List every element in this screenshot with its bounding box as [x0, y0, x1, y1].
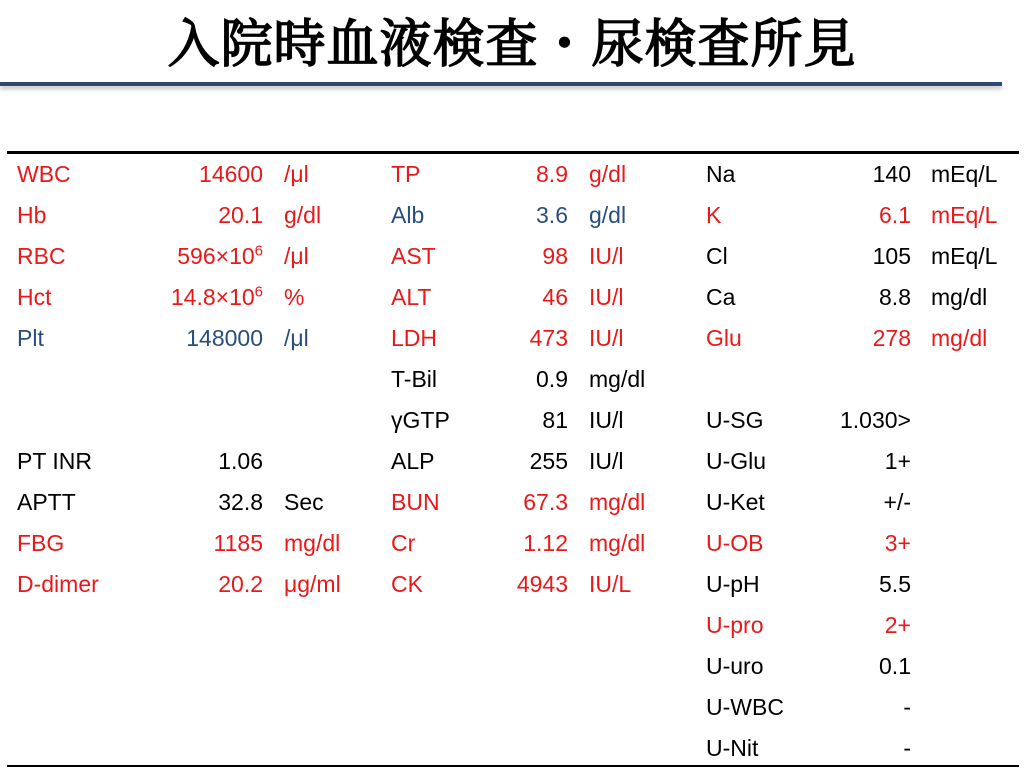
lab-test-value — [480, 277, 568, 318]
lab-value-text: 20.1 — [218, 202, 263, 228]
lab-test-value — [800, 564, 911, 605]
lab-value-text: 1+ — [884, 448, 911, 474]
lab-test-value — [800, 646, 911, 687]
lab-test-unit: /μl — [284, 325, 309, 351]
lab-test-value — [480, 482, 568, 523]
lab-test-name: U-Ket — [706, 489, 765, 515]
lab-test-name: U-OB — [706, 530, 764, 556]
lab-value-text: 4943 — [516, 571, 568, 597]
lab-test-value — [480, 318, 568, 359]
lab-test-value — [480, 564, 568, 605]
lab-test-unit: mg/dl — [589, 366, 646, 392]
lab-value-text: 140 — [872, 161, 911, 187]
lab-value-text: 8.9 — [536, 161, 568, 187]
lab-test-value — [800, 154, 911, 195]
title-underline — [0, 82, 1002, 86]
lab-test-unit: IU/l — [589, 448, 624, 474]
table-row — [0, 605, 1024, 646]
lab-test-unit: Sec — [284, 489, 324, 515]
lab-test-unit: mg/dl — [589, 530, 646, 556]
lab-test-value — [130, 482, 263, 523]
lab-value-text: 278 — [872, 325, 911, 351]
lab-test-name: U-Glu — [706, 448, 767, 474]
table-row — [0, 687, 1024, 728]
lab-test-value — [800, 195, 911, 236]
lab-test-value — [480, 400, 568, 441]
lab-test-value — [480, 359, 568, 400]
lab-value-text: 5.5 — [879, 571, 911, 597]
lab-test-name: PT INR — [17, 448, 92, 474]
lab-test-value — [130, 236, 263, 277]
table-row — [0, 318, 1024, 359]
lab-test-name: APTT — [17, 489, 76, 515]
lab-test-value — [130, 318, 263, 359]
table-row — [0, 441, 1024, 482]
lab-test-name: U-Nit — [706, 735, 759, 761]
lab-test-value — [800, 318, 911, 359]
lab-test-name: U-uro — [706, 653, 764, 679]
table-row — [0, 646, 1024, 687]
lab-value-text: 148000 — [186, 325, 263, 351]
lab-test-value — [480, 523, 568, 564]
lab-test-value — [480, 441, 568, 482]
lab-test-unit: mEq/L — [931, 243, 998, 269]
lab-test-name: U-SG — [706, 407, 764, 433]
lab-test-value — [800, 523, 911, 564]
lab-test-name: T-Bil — [391, 366, 437, 392]
lab-test-name: U-pH — [706, 571, 760, 597]
lab-test-value — [800, 728, 911, 769]
lab-test-name: γGTP — [391, 407, 450, 433]
lab-test-unit: /μl — [284, 161, 309, 187]
lab-value-text: 255 — [529, 448, 568, 474]
table-row — [0, 564, 1024, 605]
lab-test-unit: mEq/L — [931, 161, 998, 187]
lab-test-unit: μg/ml — [284, 571, 341, 597]
lab-value-text: 1.030> — [840, 407, 911, 433]
page-title: 入院時血液検査・尿検査所見 — [167, 15, 857, 75]
lab-value-text: 1.06 — [218, 448, 263, 474]
table-row — [0, 236, 1024, 277]
lab-test-name: ALP — [391, 448, 435, 474]
table-row — [0, 523, 1024, 564]
lab-value-text: 6.1 — [879, 202, 911, 228]
lab-test-value — [800, 236, 911, 277]
lab-test-name: Cr — [391, 530, 416, 556]
lab-test-unit: mEq/L — [931, 202, 998, 228]
lab-test-unit: mg/dl — [931, 284, 988, 310]
lab-value-text: 0.9 — [536, 366, 568, 392]
table-row — [0, 482, 1024, 523]
lab-value-text: 20.2 — [218, 571, 263, 597]
lab-value-text: 1.12 — [523, 530, 568, 556]
lab-test-name: TP — [391, 161, 421, 187]
lab-value-text: 46 — [542, 284, 568, 310]
lab-test-unit: IU/l — [589, 243, 624, 269]
lab-test-unit: g/dl — [589, 202, 627, 228]
table-row — [0, 728, 1024, 769]
lab-test-unit: IU/l — [589, 284, 624, 310]
lab-value-text: - — [903, 735, 911, 761]
lab-value-text: - — [903, 694, 911, 720]
lab-test-name: D-dimer — [17, 571, 99, 597]
lab-value-text: 8.8 — [879, 284, 911, 310]
lab-test-value — [480, 195, 568, 236]
lab-test-value — [800, 605, 911, 646]
lab-test-unit: IU/L — [589, 571, 632, 597]
lab-test-value — [130, 564, 263, 605]
lab-value-text: 2+ — [884, 612, 911, 638]
lab-test-unit: IU/l — [589, 325, 624, 351]
lab-test-name: Glu — [706, 325, 742, 351]
lab-test-unit: mg/dl — [284, 530, 341, 556]
lab-value-exponent: 6 — [254, 283, 263, 301]
table-row — [0, 277, 1024, 318]
lab-test-value — [800, 482, 911, 523]
lab-test-name: Plt — [17, 325, 44, 351]
lab-test-name: Alb — [391, 202, 425, 228]
lab-value-text: 14.8×10 — [170, 284, 255, 310]
lab-test-name: Cl — [706, 243, 728, 269]
lab-test-value — [800, 441, 911, 482]
lab-test-value — [130, 154, 263, 195]
lab-value-text: 0.1 — [879, 653, 911, 679]
lab-test-unit: g/dl — [589, 161, 627, 187]
lab-test-name: FBG — [17, 530, 65, 556]
lab-value-exponent: 6 — [254, 242, 263, 260]
lab-test-name: U-pro — [706, 612, 764, 638]
lab-test-value — [130, 441, 263, 482]
table-row — [0, 154, 1024, 195]
lab-test-value — [130, 523, 263, 564]
lab-value-text: 473 — [529, 325, 568, 351]
table-bottom-border — [7, 765, 1019, 767]
lab-test-name: WBC — [17, 161, 71, 187]
lab-test-name: Ca — [706, 284, 736, 310]
lab-value-text: 67.3 — [523, 489, 568, 515]
lab-value-text: 105 — [872, 243, 911, 269]
lab-test-name: U-WBC — [706, 694, 784, 720]
lab-test-name: RBC — [17, 243, 66, 269]
lab-value-text: 32.8 — [218, 489, 263, 515]
lab-test-name: Na — [706, 161, 736, 187]
lab-test-value — [480, 154, 568, 195]
lab-value-text: 14600 — [199, 161, 263, 187]
lab-value-text: +/- — [883, 489, 911, 515]
lab-test-value — [800, 687, 911, 728]
table-row — [0, 400, 1024, 441]
lab-value-text: 98 — [542, 243, 568, 269]
lab-value-text: 3.6 — [536, 202, 568, 228]
lab-test-unit: IU/l — [589, 407, 624, 433]
lab-test-name: LDH — [391, 325, 438, 351]
lab-test-unit: % — [284, 284, 305, 310]
lab-test-name: BUN — [391, 489, 440, 515]
lab-test-name: Hct — [17, 284, 52, 310]
lab-test-unit: g/dl — [284, 202, 322, 228]
lab-test-unit: mg/dl — [931, 325, 988, 351]
lab-test-name: CK — [391, 571, 423, 597]
lab-test-name: K — [706, 202, 722, 228]
lab-test-name: ALT — [391, 284, 432, 310]
lab-test-name: Hb — [17, 202, 47, 228]
lab-value-text: 596×10 — [177, 243, 255, 269]
table-row — [0, 359, 1024, 400]
lab-test-value — [800, 400, 911, 441]
table-row — [0, 195, 1024, 236]
lab-test-name: AST — [391, 243, 436, 269]
lab-value-text: 3+ — [884, 530, 911, 556]
lab-test-unit: mg/dl — [589, 489, 646, 515]
lab-test-value — [130, 195, 263, 236]
lab-test-value — [800, 277, 911, 318]
lab-test-value — [130, 277, 263, 318]
lab-value-text: 81 — [542, 407, 568, 433]
lab-test-unit: /μl — [284, 243, 309, 269]
lab-test-value — [480, 236, 568, 277]
lab-value-text: 1185 — [213, 530, 263, 556]
